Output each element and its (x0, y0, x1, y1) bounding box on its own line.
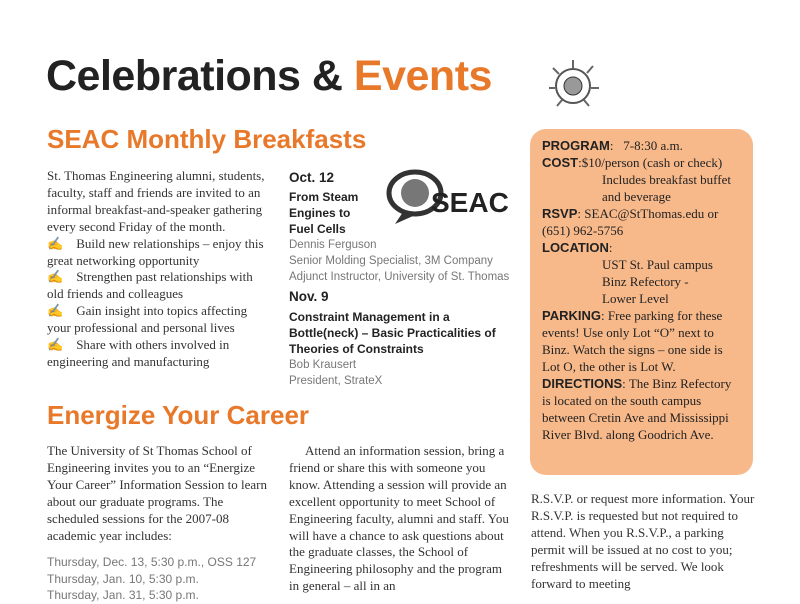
bullet-text: Strengthen past relationships with old friends and colleagues (47, 269, 253, 302)
location-label: LOCATION (542, 240, 609, 255)
session-item: Thursday, Jan. 31, 5:30 p.m. (47, 588, 199, 603)
page-title (46, 52, 492, 101)
career-right-text: R.S.V.P. or request more information. Your R.S.V.P. is requested but not required to attend. When you R.S.V.P., a parking permit will be issued at no cost to you; refreshments will be served. We look forward to meeting (531, 491, 755, 591)
breakfast-left-column (47, 168, 272, 371)
rsvp-label: RSVP (542, 206, 578, 221)
location-line: Binz Refectory - (602, 274, 689, 289)
program-label: PROGRAM (542, 138, 610, 153)
parking-row: PARKING: Free parking for these events! Use only Lot “O” next to Binz. Watch the signs – one side is Lot O, the other is Lot W. (542, 308, 723, 374)
location-line: Lower Level (602, 291, 669, 306)
directions-label: DIRECTIONS (542, 376, 623, 391)
celebration-emblem-icon (543, 58, 603, 115)
cost-label: COST (542, 155, 579, 170)
bullet-text: Build new relationships – enjoy this great networking opportunity (47, 235, 264, 268)
event-role: Adjunct Instructor, University of St. Thomas (289, 271, 510, 283)
writing-hand-icon: ✍ (47, 303, 77, 319)
title-part1: Celebrations & (46, 52, 343, 100)
list-item (47, 236, 272, 270)
list-item (47, 303, 272, 337)
title-events: Events (353, 52, 492, 100)
list-item (47, 337, 272, 371)
event-talk: From Steam Engines to Fuel Cells (289, 190, 359, 236)
event-speaker: Bob Krausert (289, 359, 357, 371)
directions-value: The Binz Refectory is located on the south campus between Cretin Ave and Mississippi River Blvd. along Goodrich Ave. (542, 376, 732, 442)
logo-text: SEAC (431, 187, 509, 218)
rsvp-row: RSVP: SEAC@StThomas.edu or (651) 962-5756 (542, 206, 719, 238)
bullet-text: Gain insight into topics affecting your professional and personal lives (47, 303, 248, 336)
event-speaker: Dennis Ferguson (289, 239, 377, 251)
event-date: Oct. 12 (289, 170, 335, 185)
directions-row: DIRECTIONS: The Binz Refectory is located on the south campus between Cretin Ave and Mississippi River Blvd. along Goodrich Ave. (542, 376, 732, 442)
breakfast-intro: St. Thomas Engineering alumni, students, faculty, staff and friends are invited to an informal breakfast-and-speaker gathering every second Friday of the month. (47, 168, 265, 234)
event-talk: Constraint Management in a Bottle(neck) – Basic Practicalities of Theories of Constraints (289, 310, 496, 356)
bullet-list (47, 236, 272, 371)
writing-hand-icon: ✍ (47, 269, 77, 285)
event-date: Nov. 9 (289, 289, 329, 304)
cost-row: COST:$10/person (cash or check) (542, 155, 723, 170)
cost-note: Includes breakfast buffet and beverage (602, 172, 731, 204)
session-item: Thursday, Dec. 13, 5:30 p.m., OSS 127 (47, 555, 257, 570)
parking-value: Free parking for these events! Use only Lot “O” next to Binz. Watch the signs – one side is Lot O, the other is Lot W. (542, 308, 723, 374)
parking-label: PARKING (542, 308, 601, 323)
career-intro: The University of St Thomas School of Engineering invites you to an “Energize Your Career” Information Session to learn about our graduate programs. The scheduled sessions for the 2007-08 academic year includes: (47, 443, 267, 543)
event-role: Senior Molding Specialist, 3M Company (289, 255, 493, 267)
bullet-text: Share with others involved in engineering and manufacturing (47, 337, 230, 369)
career-middle-text: Attend an information session, bring a friend or share this with someone you know. Attending a session will provide an excellent opportunity to meet School of Engineering faculty, alumni and staff. You will have a chance to ask questions about the graduate classes, the School of Engineering philosophy and the program in general – all in an (289, 443, 509, 594)
program-row: PROGRAM: 7-8:30 a.m. (542, 138, 683, 153)
rsvp-value: SEAC@StThomas.edu or (651) 962-5756 (542, 206, 719, 238)
event-role: President, StrateX (289, 375, 383, 387)
career-left-column (47, 443, 272, 604)
session-item: Thursday, Jan. 10, 5:30 p.m. (47, 571, 199, 586)
info-box: PROGRAM: 7-8:30 a.m. COST:$10/person (cash or check) Includes breakfast buffet and beverage RSVP: SEAC@StThomas.edu or (651) 962-5756 LOCATION: UST St. Paul campus Binz Refectory - Lower Level PARKING: Free parking for these events! Use only Lot “O” next to Binz. Watch the signs – one side is Lot O, the other is Lot W. DIRECTIONS: The Binz Refectory is located on the south campus between Cretin Ave and Mississippi River Blvd. along Goodrich Ave. (530, 129, 753, 475)
career-heading: Energize Your Career (47, 400, 310, 430)
writing-hand-icon: ✍ (47, 235, 77, 251)
list-item (47, 269, 272, 303)
location-line: UST St. Paul campus (602, 257, 713, 272)
writing-hand-icon: ✍ (47, 337, 77, 353)
seac-logo (385, 166, 509, 233)
cost-value: $10/person (cash or check) (581, 155, 723, 170)
program-value: 7-8:30 a.m. (623, 138, 683, 153)
breakfast-heading: SEAC Monthly Breakfasts (47, 124, 367, 154)
